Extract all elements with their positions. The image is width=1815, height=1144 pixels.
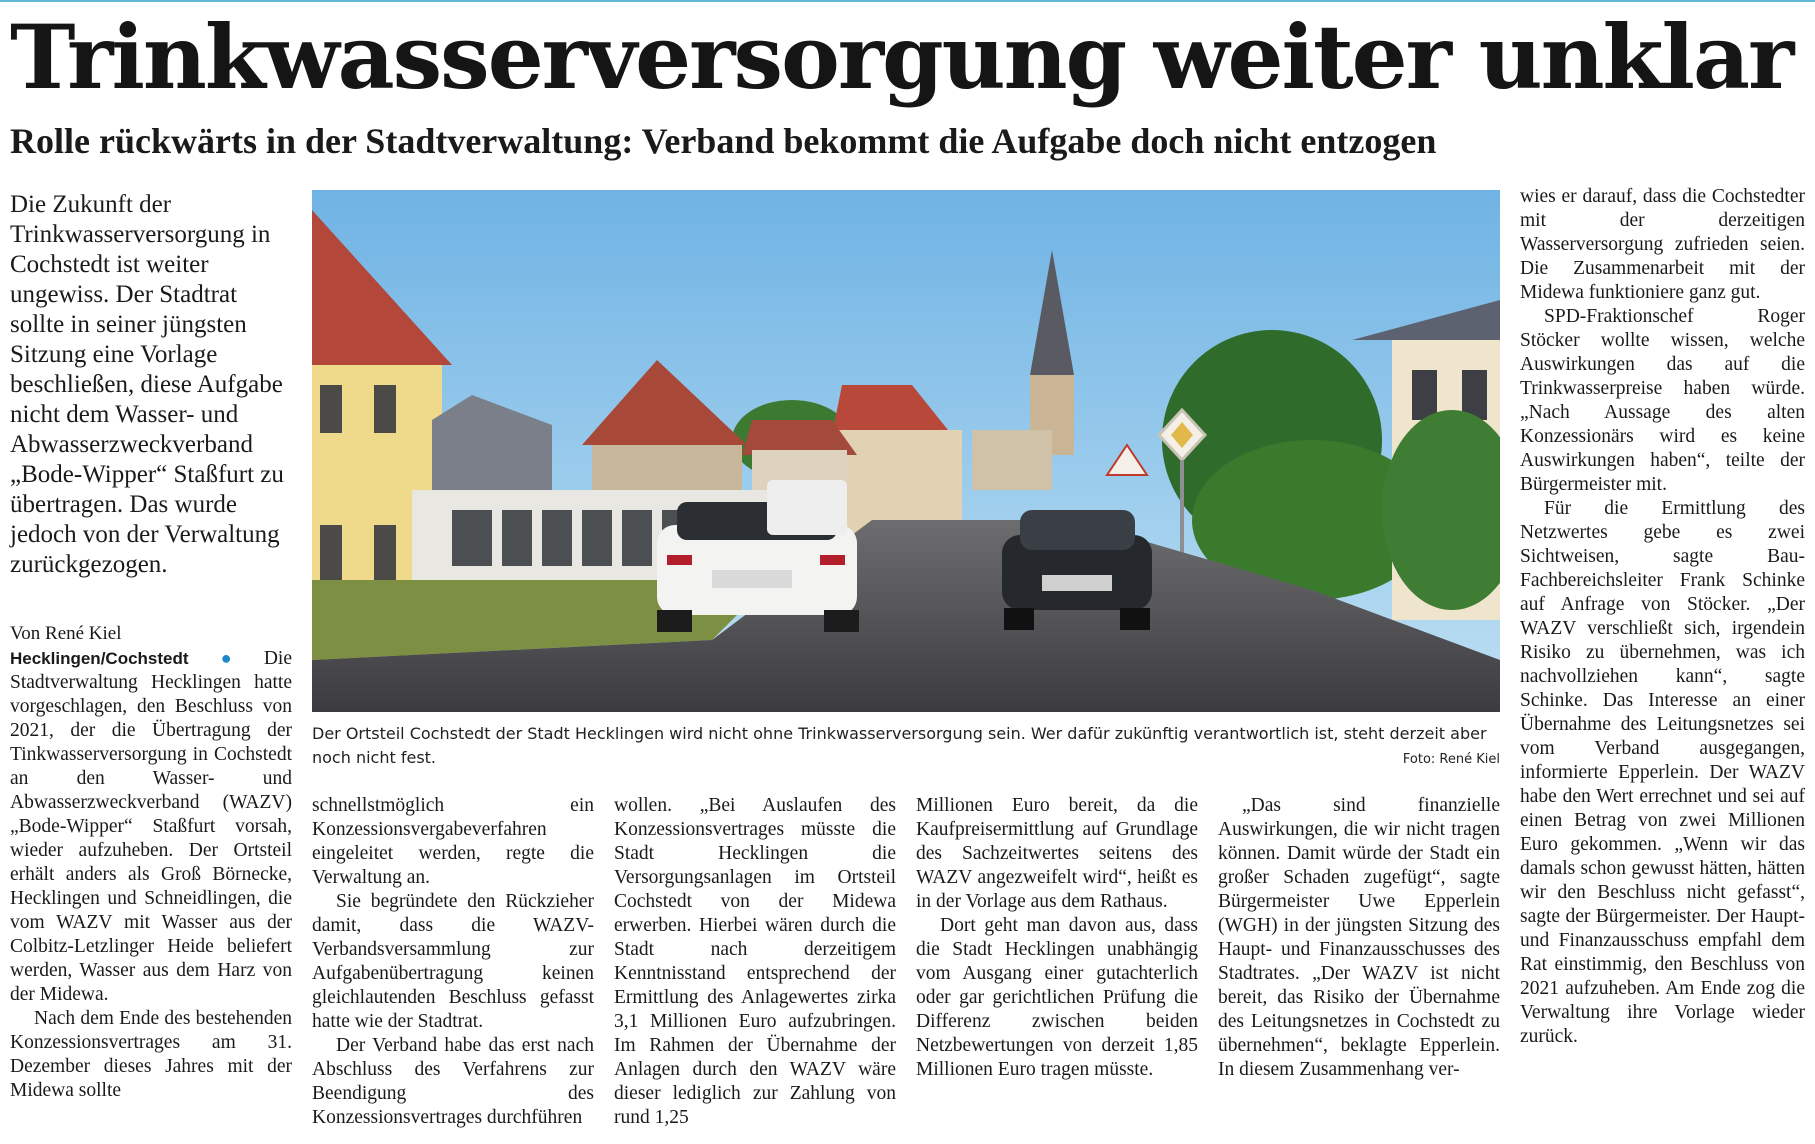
dateline-dot-icon: ●	[194, 648, 258, 668]
photo-caption: Der Ortsteil Cochstedt der Stadt Hecklingen wird nicht ohne Trinkwasserversorgung sein. Wer dafür zukünftig verantwortlich ist, steht derzeit aber noch nicht fest.	[312, 724, 1487, 767]
column-2-paragraph-1: schnellstmöglich ein Konzessionsvergabeverfahren eingeleitet werden, regte die Verwaltung an.	[312, 795, 594, 888]
article-column-5	[1218, 794, 1500, 1082]
author-byline: Von René Kiel	[10, 623, 122, 644]
headline: Trinkwasserversorgung weiter unklar	[10, 5, 1793, 109]
article-column-2	[312, 794, 594, 1130]
article-column-6	[1520, 185, 1805, 1049]
column-4-paragraph-2: Dort geht man davon aus, dass die Stadt Hecklingen unabhängig vom Ausgang einer gutachterlich oder gar gerichtlichen Prüfung die Differenz zwischen beiden Netzbewertungen von derzeit 1,85 Millionen Euro tragen müsste.	[916, 915, 1198, 1080]
article-photo	[312, 190, 1500, 712]
column-1-paragraph-2: Nach dem Ende des bestehenden Konzessionsvertrages am 31. Dezember dieses Jahres mit der Midewa sollte	[10, 1008, 292, 1101]
column-1-paragraph-1	[10, 646, 292, 1007]
subheadline: Rolle rückwärts in der Stadtverwaltung: Verband bekommt die Aufgabe doch nicht entzogen	[10, 121, 1437, 161]
article-column-4	[916, 794, 1198, 1082]
dateline: Hecklingen/Cochstedt	[10, 649, 189, 668]
column-1-text-1: Die Stadtverwaltung Hecklingen hatte vorgeschlagen, den Beschluss von 2021, der die Übertragung der Tinkwasserversorgung in Cochstedt an den Wasser- und Abwasserzweckverband (WAZV) „Bode-Wipper“ Staßfurt vorsah, wieder aufzuheben. Der Ortsteil erhält anders als Groß Börnecke, Hecklingen und Schneidlingen, die vom WAZV mit Wasser aus der Colbitz-Letzlinger Heide beliefert werden, Wasser aus dem Harz von der Midewa.	[10, 648, 292, 1005]
article-column-1	[10, 646, 292, 1103]
column-3-paragraph-1: wollen. „Bei Auslaufen des Konzessionsvertrages müsste die Stadt Hecklingen die Versorgungsanlagen im Ortsteil Cochstedt von der Midewa erwerben. Hierbei wären durch die Stadt nach derzeitigem Kenntnisstand entsprechend der Ermittlung des Anlagewertes zirka 3,1 Millionen Euro aufzubringen. Im Rahmen der Übernahme der Anlagen durch den WAZV wäre dieser lediglich zur Zahlung von rund 1,25	[614, 795, 896, 1128]
column-6-paragraph-2: SPD-Fraktionschef Roger Stöcker wollte wissen, welche Auswirkungen das auf die Trinkwasserpreise haben würde. „Nach Aussage des alten Konzessionärs wird es keine Auswirkungen haben“, teilte der Bürgermeister mit.	[1520, 306, 1805, 495]
byline-block	[10, 622, 295, 646]
column-4-paragraph-1: Millionen Euro bereit, da die Kaufpreisermittlung auf Grundlage des Sachzeitwertes seitens des WAZV angezweifelt wird“, heißt es in der Vorlage aus dem Rathaus.	[916, 795, 1198, 912]
column-2-paragraph-2: Sie begründete den Rückzieher damit, dass die WAZV-Verbandsversammlung zur Aufgabenübertragung keinen gleichlautenden Beschluss gefasst hatte wie der Stadtrat.	[312, 891, 594, 1032]
article-column-3	[614, 794, 896, 1130]
column-2-paragraph-3: Der Verband habe das erst nach Abschluss des Verfahrens zur Beendigung des Konzessionsvertrages durchführen	[312, 1035, 594, 1128]
photo-credit: Foto: René Kiel	[1402, 752, 1500, 767]
column-5-paragraph-1: „Das sind finanzielle Auswirkungen, die wir nicht tragen können. Damit würde der Stadt ein großer Schaden zugefügt“, sagte Bürgermeister Uwe Epperlein (WGH) in der jüngsten Sitzung des Haupt- und Finanzausschusses des Stadtrates. „Der WAZV ist nicht bereit, das Risiko der Übernahme des Leitungsnetzes in Cochstedt zu übernehmen“, beklagte Epperlein. In diesem Zusammenhang ver-	[1218, 795, 1500, 1080]
column-6-paragraph-3: Für die Ermittlung des Netzwertes gebe es zwei Sichtweisen, sagte Bau-Fachbereichsleiter Frank Schinke auf Anfrage von Stöcker. „Der WAZV verschließt sich, irgendein Risiko zu übernehmen, was ich nachvollziehen kann“, sagte Schinke. Das Interesse an einer Übernahme des Leitungsnetzes sei vom Verband ausgegangen, informierte Epperlein. Der WAZV habe den Wert errechnet und sei auf einen Betrag von zwei Millionen Euro gekommen. „Wenn wir das damals schon gewusst hätten, hätten wir den Beschluss nicht gefasst“, sagte der Bürgermeister. Der Haupt- und Finanzausschuss empfahl dem Rat einstimmig, den Beschluss von 2021 aufzuheben. Am Ende zog die Verwaltung ihre Vorlage wieder zurück.	[1520, 498, 1805, 1047]
lead-paragraph: Die Zukunft der Trinkwasserversorgung in Cochstedt ist weiter ungewiss. Der Stadtrat sollte in seiner jüngsten Sitzung eine Vorlage beschließen, diese Aufgabe nicht dem Wasser- und Abwasserzweckverband „Bode-Wipper“ Staßfurt zu übertragen. Das wurde jedoch von der Verwaltung zurückgezogen.	[10, 191, 284, 578]
column-6-paragraph-1: wies er darauf, dass die Cochstedter mit der derzeitigen Wasserversorgung zufrieden seien. Die Zusammenarbeit mit der Midewa funktioniere ganz gut.	[1520, 186, 1805, 303]
